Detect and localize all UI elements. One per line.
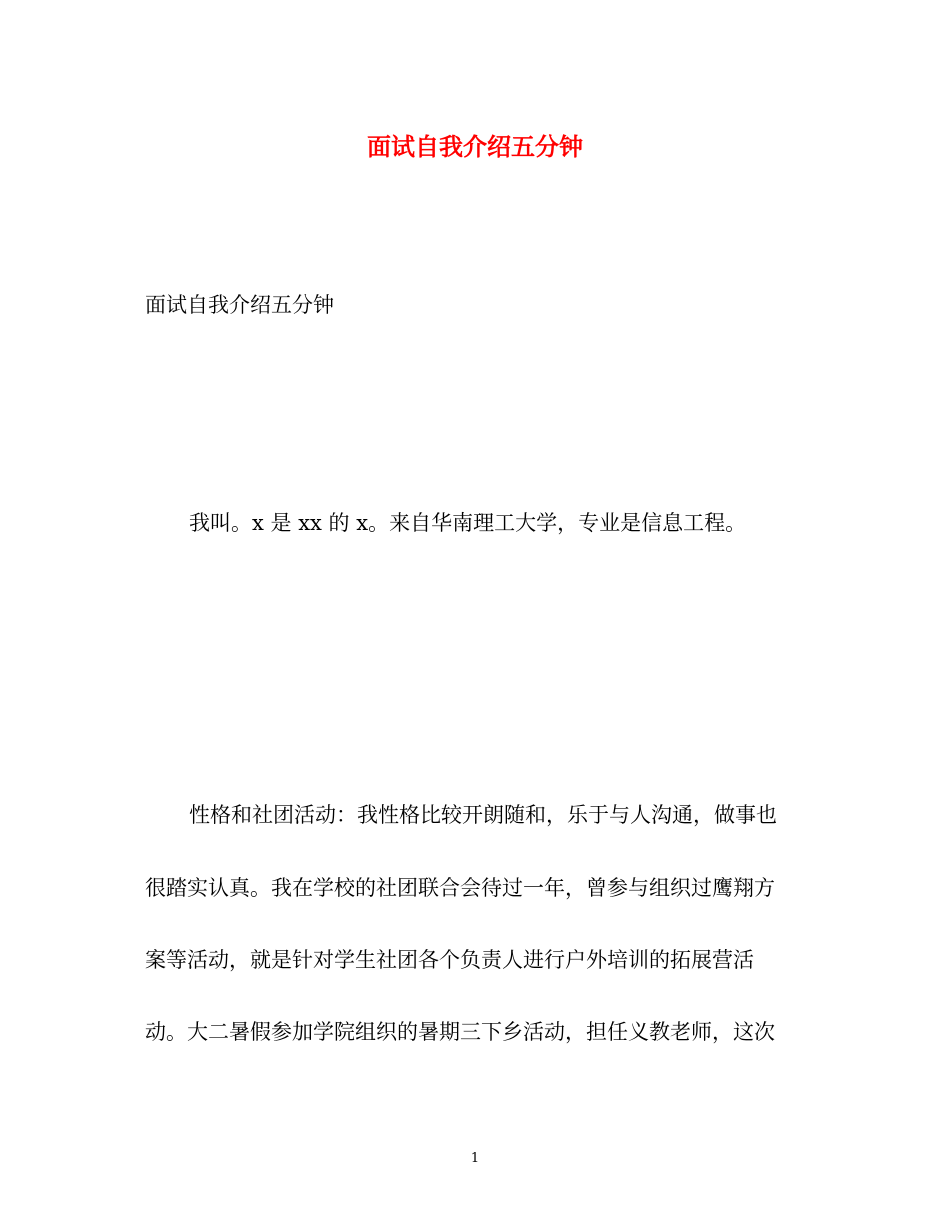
paragraph-1-line-1: 我叫。x 是 xx 的 x。来自华南理工大学，专业是信息工程。 bbox=[189, 511, 747, 535]
document-title: 面试自我介绍五分钟 bbox=[367, 132, 583, 161]
paragraph-2-line-4: 动。大二暑假参加学院组织的暑期三下乡活动，担任义教老师，这次 bbox=[145, 1020, 775, 1044]
paragraph-2-line-2: 很踏实认真。我在学校的社团联合会待过一年，曾参与组织过鹰翔方 bbox=[145, 876, 775, 900]
paragraph-2-line-1: 性格和社团活动：我性格比较开朗随和，乐于与人沟通，做事也 bbox=[189, 803, 777, 827]
section-heading: 面试自我介绍五分钟 bbox=[145, 293, 334, 317]
paragraph-2-line-3: 案等活动，就是针对学生社团各个负责人进行户外培训的拓展营活 bbox=[145, 948, 754, 972]
page-number: 1 bbox=[470, 1151, 480, 1166]
